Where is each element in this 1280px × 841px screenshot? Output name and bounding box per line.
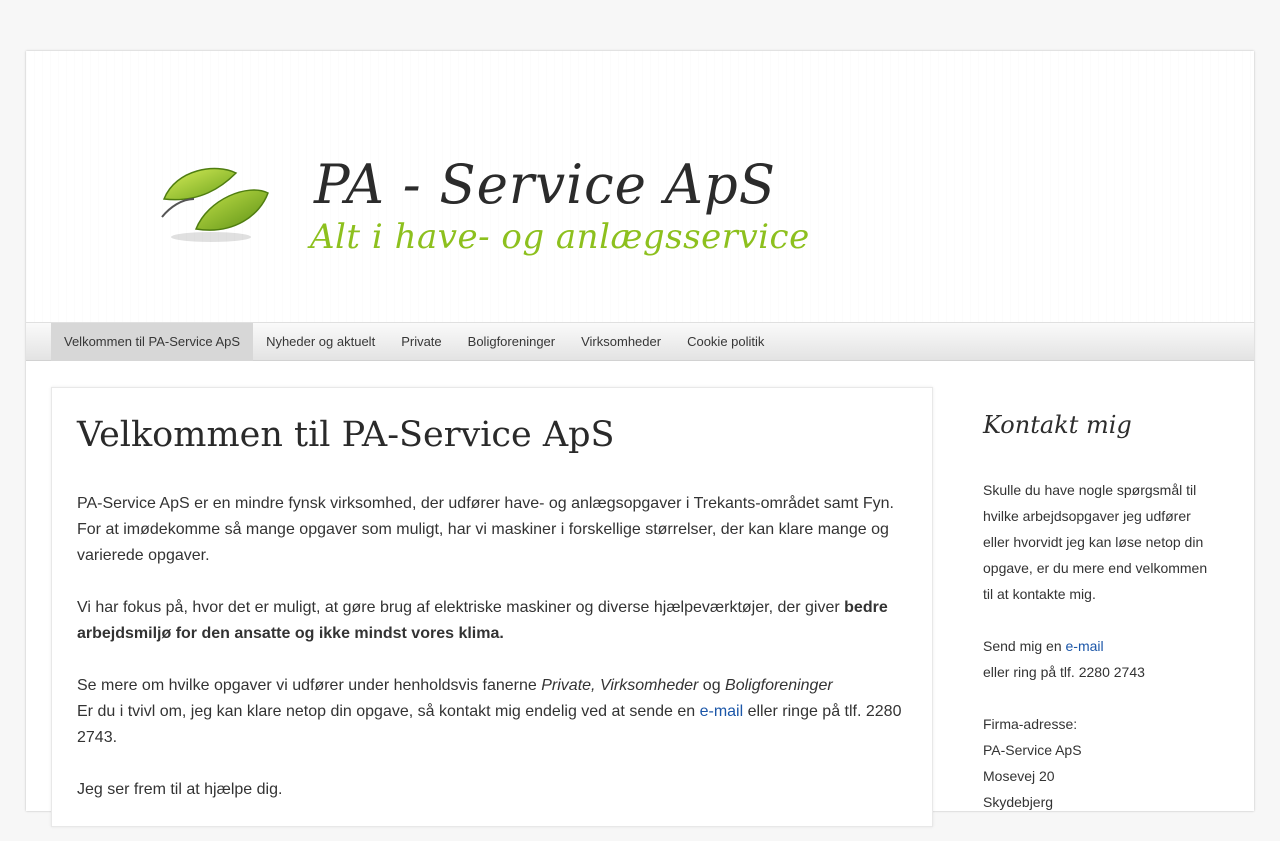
address-line: Mosevej 20 <box>983 768 1055 784</box>
page-wrapper <box>26 51 1254 811</box>
leaf-logo-icon <box>156 159 276 247</box>
sidebar-email-link[interactable]: e-mail <box>1065 638 1104 654</box>
brand-name: PA - Service ApS <box>314 153 776 216</box>
sidebar-title: Kontakt mig <box>983 411 1132 439</box>
sidebar-phone: eller ring på tlf. 2280 2743 <box>983 664 1145 680</box>
page-title: Velkommen til PA-Service ApS <box>77 415 615 455</box>
focus-bold-text: bedre arbejdsmiljø for den ansatte og ikke mindst vores klima. <box>77 599 888 642</box>
services-paragraph <box>77 673 907 751</box>
services-em-private: Private, Virksomheder <box>541 677 699 694</box>
email-link[interactable]: e-mail <box>699 703 744 720</box>
focus-paragraph <box>77 595 907 647</box>
services-text: Se mere om hvilke opgaver vi udfører under henholdsvis fanerne <box>77 677 542 694</box>
sidebar <box>983 407 1213 841</box>
main-navigation <box>26 322 1254 361</box>
address-line: PA-Service ApS <box>983 742 1082 758</box>
address-line: Skydebjerg <box>983 794 1054 810</box>
sidebar-intro: Skulle du have nogle spørgsmål til hvilke arbejdsopgaver jeg udfører eller hvorvidt jeg kan løse netop din opgave, er du mere end velkommen til at kontakte mig. <box>983 482 1208 602</box>
focus-text: Vi har fokus på, hvor det er muligt, at gøre brug af elektriske maskiner og diverse hjælpeværktøjer, der giver <box>77 599 845 616</box>
sidebar-send-text: Send mig en <box>983 638 1066 654</box>
nav-item-boligforeninger[interactable]: Boligforeninger <box>467 334 556 349</box>
nav-item-velkommen[interactable]: Velkommen til PA-Service ApS <box>51 323 253 361</box>
services-og: og <box>698 677 726 694</box>
brand-slogan: Alt i have- og anlægsservice <box>310 217 810 257</box>
nav-item-private[interactable]: Private <box>401 334 442 349</box>
nav-item-virksomheder[interactable]: Virksomheder <box>581 334 662 349</box>
contact-text: Er du i tvivl om, jeg kan klare netop din opgave, så kontakt mig endelig ved at sende en <box>77 703 700 720</box>
closing-paragraph: Jeg ser frem til at hjælpe dig. <box>77 781 283 798</box>
sidebar-contact <box>983 633 1213 685</box>
contact-phone-text: eller ringe på tlf. 2280 2743. <box>77 703 902 746</box>
nav-item-cookie-politik[interactable]: Cookie politik <box>687 334 765 349</box>
site-header <box>26 51 1254 322</box>
services-em-boligforeninger: Boligforeninger <box>725 677 833 694</box>
nav-item-nyheder[interactable]: Nyheder og aktuelt <box>266 334 376 349</box>
main-content <box>77 491 907 829</box>
sidebar-address <box>983 711 1213 815</box>
intro-paragraph: PA-Service ApS er en mindre fynsk virksomhed, der udfører have- og anlægsopgaver i Trekants-området samt Fyn. For at imødekomme så mange opgaver som muligt, har vi maskiner i forskellige størrelser, der kan klare mange og varierede opgaver. <box>77 495 894 564</box>
address-label: Firma-adresse: <box>983 716 1078 732</box>
